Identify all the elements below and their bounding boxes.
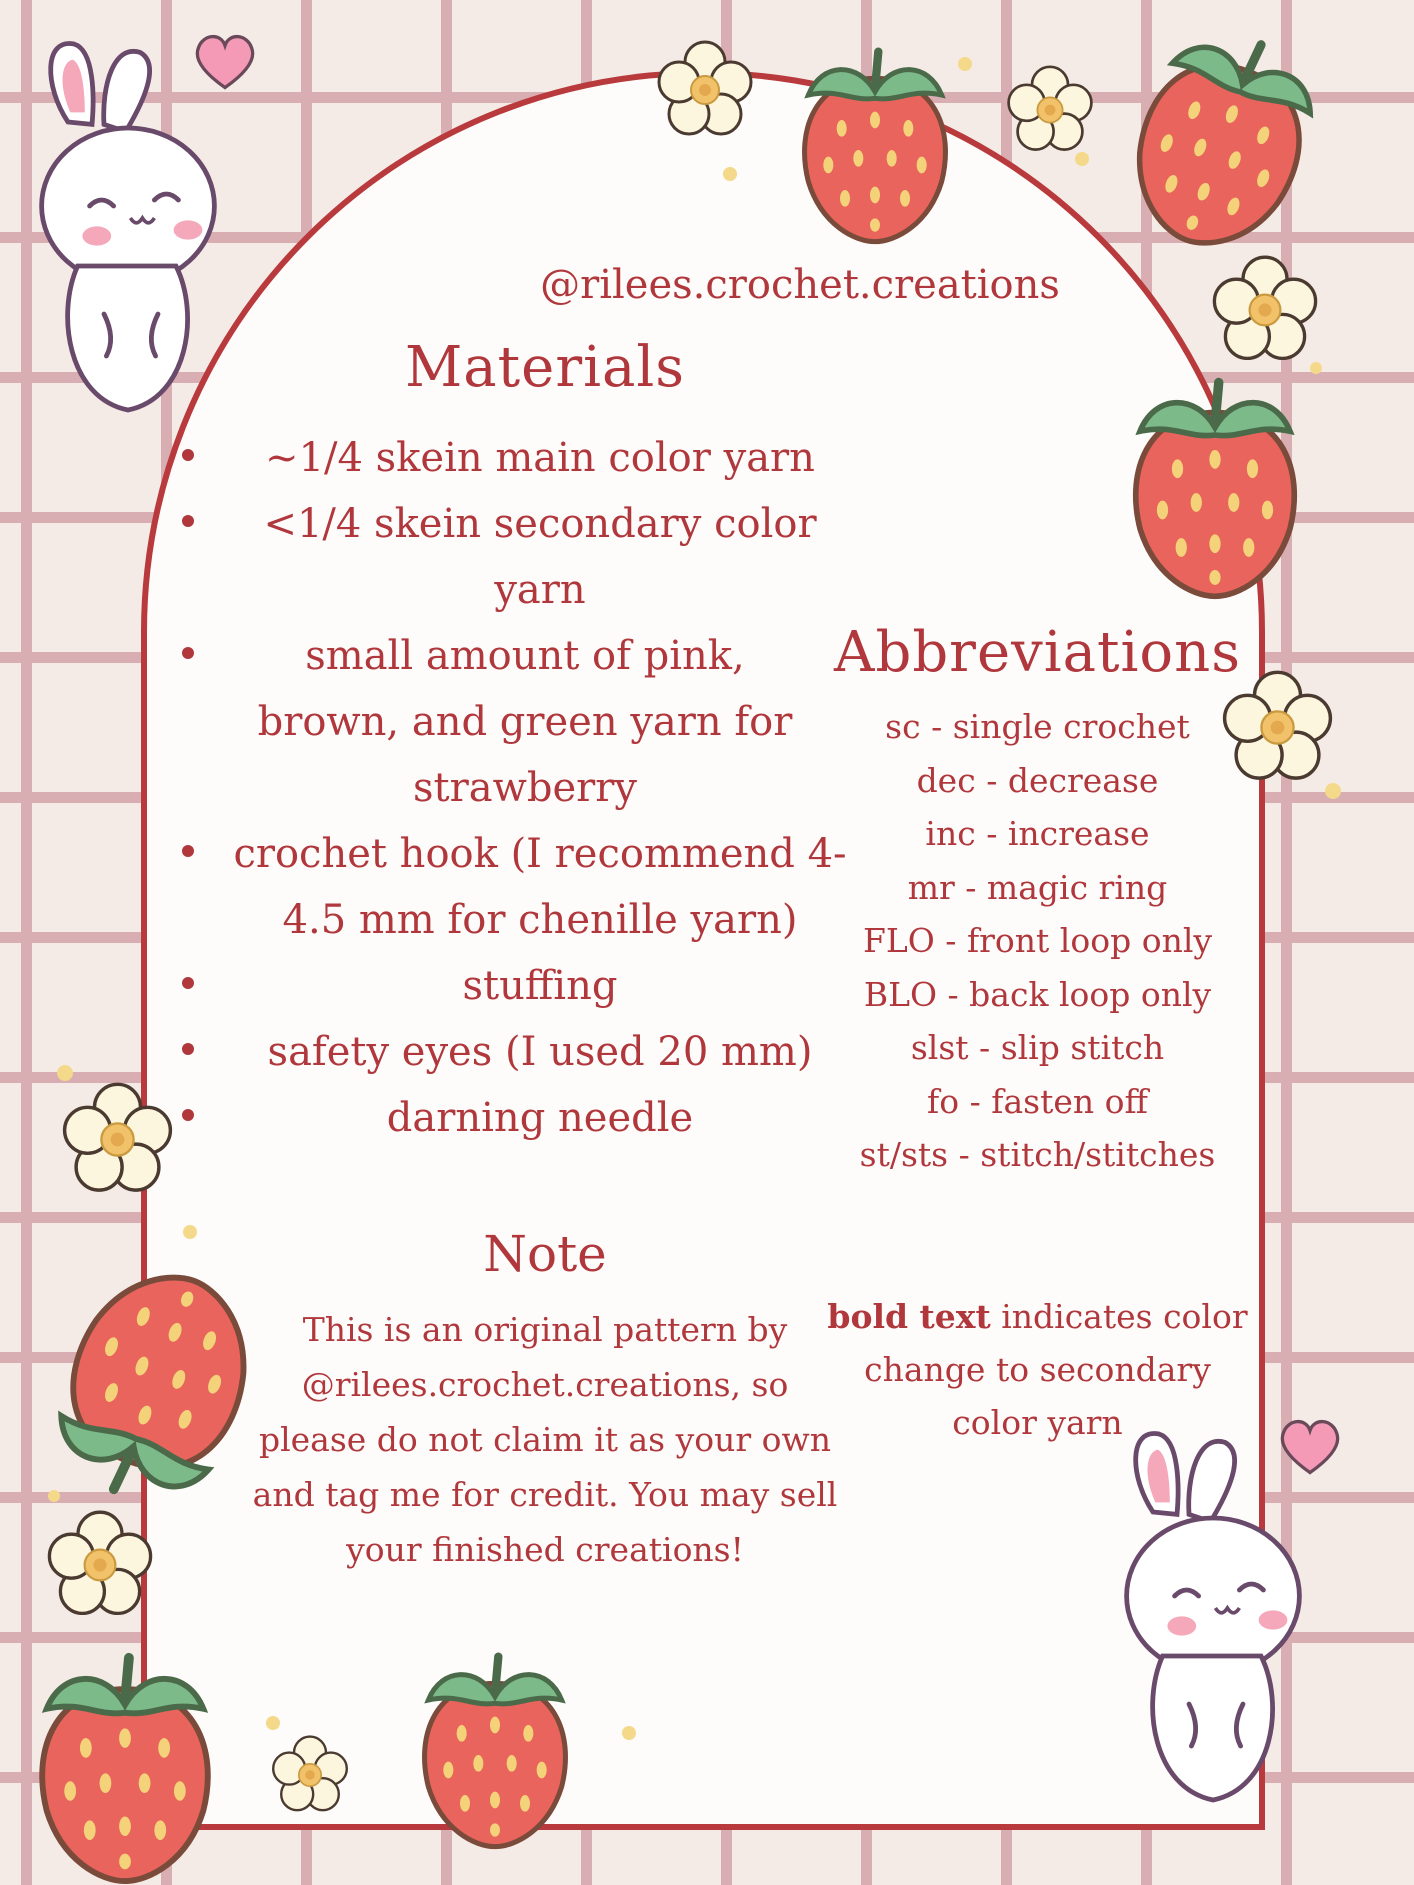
- strawberry-icon: [410, 1650, 580, 1850]
- list-item: mr - magic ring: [907, 867, 1168, 907]
- bullet-icon: [182, 647, 194, 659]
- account-handle: @rilees.crochet.creations: [540, 262, 1060, 308]
- flower-icon: [1005, 65, 1095, 155]
- dot-decoration: [723, 167, 737, 181]
- bullet-icon: [182, 977, 194, 989]
- dot-decoration: [1325, 783, 1341, 799]
- list-item: darning needle: [170, 1085, 850, 1151]
- list-item: sc - single crochet: [885, 707, 1190, 746]
- bold-text-note: [820, 1290, 1255, 1449]
- flower-icon: [60, 1082, 175, 1197]
- dot-decoration: [958, 57, 972, 71]
- list-item: FLO - front loop only: [862, 921, 1213, 960]
- dot-decoration: [48, 1490, 60, 1502]
- dot-decoration: [622, 1726, 636, 1740]
- materials-list: [170, 425, 850, 1151]
- list-item: dec - decrease: [916, 760, 1159, 800]
- list-item: slst - slip stitch: [910, 1028, 1165, 1067]
- strawberry-icon: [25, 1650, 225, 1885]
- strawberry-icon: [1120, 375, 1310, 600]
- list-item: stuffing: [170, 953, 850, 1019]
- list-item: fo - fasten off: [927, 1081, 1148, 1121]
- strawberry-icon: [790, 45, 960, 245]
- list-item: ~1/4 skein main color yarn: [170, 425, 850, 491]
- strawberry-icon: [1093, 3, 1351, 276]
- list-item: <1/4 skein secondary color yarn: [170, 491, 850, 623]
- bullet-icon: [182, 515, 194, 527]
- note-text: This is an original pattern by @rilees.crochet.creations, so please do not claim it as your own and tag me for credit. You may sell your finished creations!: [252, 1310, 838, 1569]
- dot-decoration: [1075, 152, 1089, 166]
- dot-decoration: [183, 1225, 197, 1239]
- list-item: crochet hook (I recommend 4-4.5 mm for chenille yarn): [170, 821, 850, 953]
- dot-decoration: [1310, 362, 1322, 374]
- materials-title: Materials: [404, 335, 686, 400]
- bold-text-description: indicates color change to secondary color yarn: [864, 1297, 1248, 1442]
- list-item: safety eyes (I used 20 mm): [170, 1019, 850, 1085]
- note-title: Note: [483, 1225, 607, 1283]
- list-item: small amount of pink, brown, and green yarn for strawberry: [170, 623, 850, 821]
- bullet-icon: [182, 1109, 194, 1121]
- flower-icon: [45, 1510, 155, 1620]
- flower-icon: [655, 40, 755, 140]
- heart-icon: [190, 30, 260, 92]
- abbreviations-list: [820, 700, 1255, 1182]
- flower-icon: [270, 1735, 350, 1815]
- bullet-icon: [182, 449, 194, 461]
- bunny-icon: [1105, 1420, 1345, 1820]
- heart-icon: [1275, 1415, 1345, 1477]
- list-item: inc - increase: [925, 814, 1150, 853]
- flower-icon: [1210, 255, 1320, 365]
- abbreviations-title: Abbreviations: [834, 620, 1241, 685]
- bullet-icon: [182, 845, 194, 857]
- bullet-icon: [182, 1043, 194, 1055]
- list-item: st/sts - stitch/stitches: [859, 1135, 1216, 1174]
- dot-decoration: [266, 1716, 280, 1730]
- dot-decoration: [57, 1065, 73, 1081]
- bold-text-label: bold text: [827, 1297, 991, 1336]
- list-item: BLO - back loop only: [863, 974, 1212, 1014]
